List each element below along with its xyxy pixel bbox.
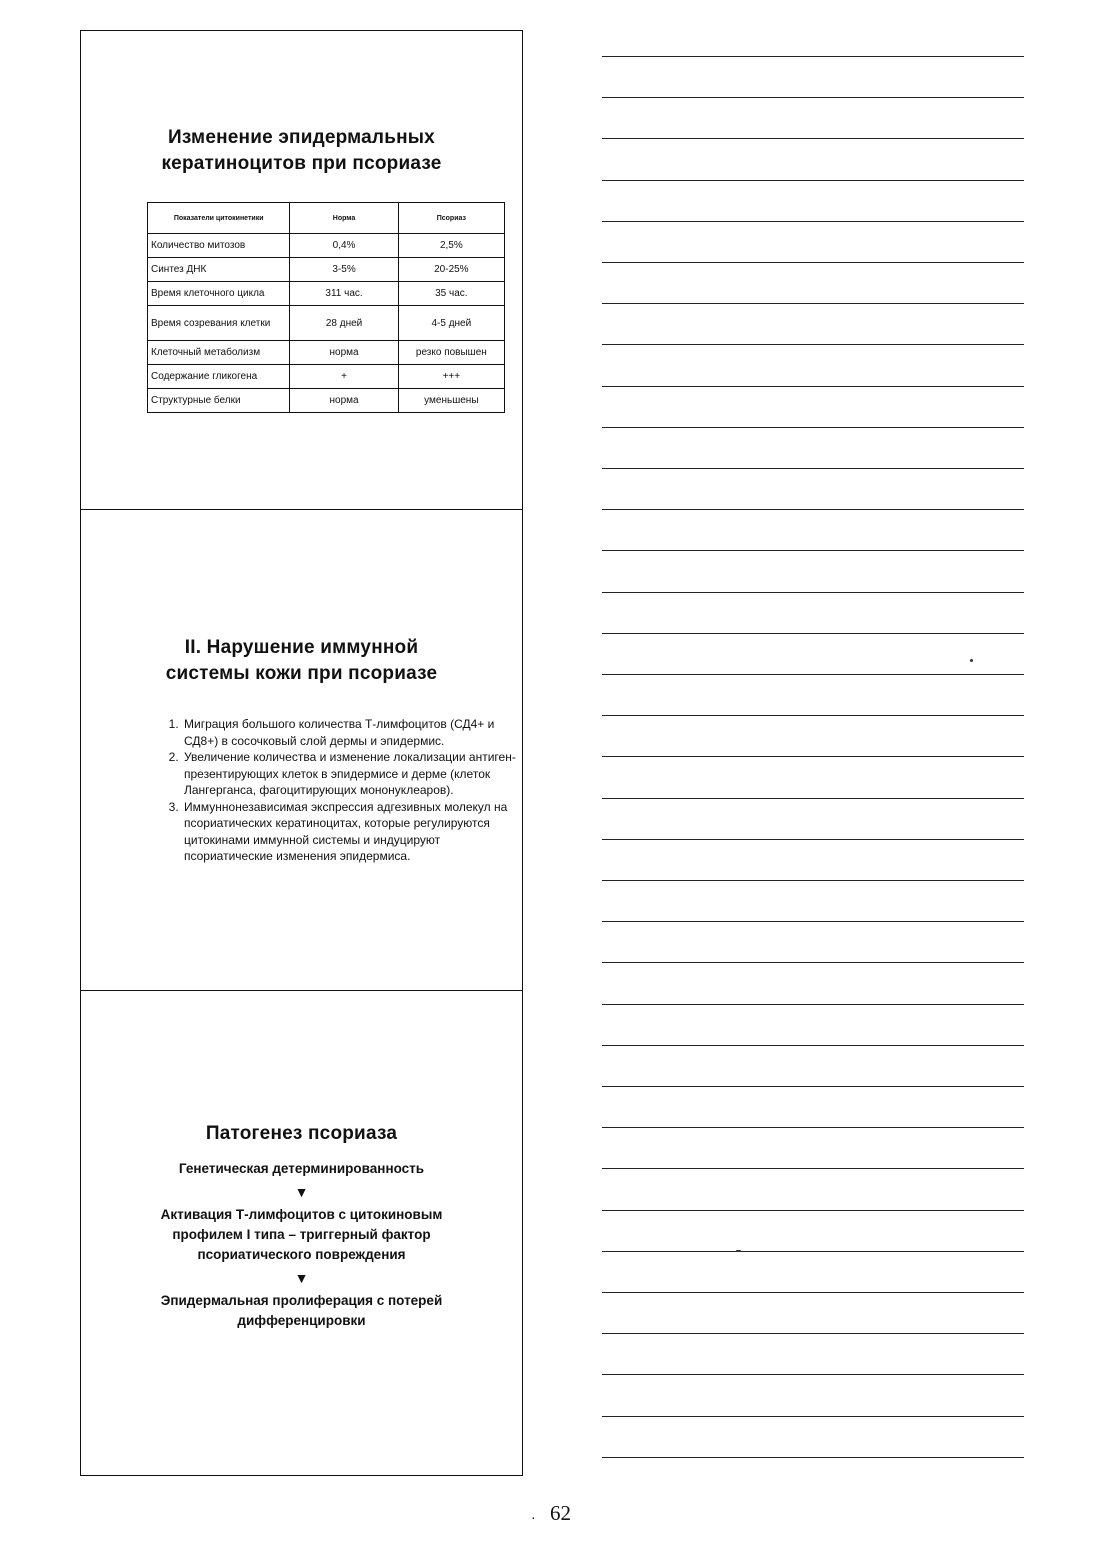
cytokinetics-table (147, 202, 505, 413)
flow-step-line: псориатического повреждения (197, 1247, 406, 1262)
table-cell: норма (290, 341, 398, 365)
table-cell: 311 час. (290, 282, 398, 306)
table-cell: Время клеточного цикла (148, 282, 290, 306)
note-line (602, 509, 1024, 510)
note-line (602, 1210, 1024, 1211)
table-cell: 20-25% (398, 258, 504, 282)
flow-step (81, 1291, 522, 1331)
slide3-title (81, 1121, 522, 1147)
slide1-title (81, 125, 522, 177)
list-item: 1. Миграция большого количества Т-лимфоцитов (СД4+ и СД8+) в сосочковый слой дермы и эпидермис. (182, 716, 522, 749)
table-cell: Синтез ДНК (148, 258, 290, 282)
note-line (602, 592, 1024, 593)
table-header: Псориаз (398, 203, 504, 234)
table-cell: 35 час. (398, 282, 504, 306)
note-line (602, 1457, 1024, 1458)
flow-step-line: Активация Т-лимфоцитов с цитокиновым (160, 1207, 443, 1222)
speck (970, 659, 973, 662)
table-cell: норма (290, 389, 398, 413)
table-cell: 4-5 дней (398, 306, 504, 341)
note-line (602, 56, 1024, 57)
flow-step-line: Генетическая детерминированность (178, 1161, 425, 1176)
down-arrow-icon: ▼ (294, 1270, 309, 1286)
table-cell: 28 дней (290, 306, 398, 341)
slide1-title-line: Изменение эпидермальных (168, 127, 435, 148)
note-line (602, 1333, 1024, 1334)
note-line (602, 138, 1024, 139)
flow-step-line: дифференцировки (237, 1313, 366, 1328)
table-row (148, 234, 505, 258)
slide-keratinocytes (81, 31, 522, 509)
table-cell: 3-5% (290, 258, 398, 282)
flow-step (81, 1205, 522, 1265)
note-line (602, 344, 1024, 345)
table-header: Показатели цитокинетики (148, 203, 290, 234)
note-line (602, 1416, 1024, 1417)
slide1-title-line: кератиноцитов при псориазе (161, 153, 442, 174)
note-line (602, 1086, 1024, 1087)
table-row (148, 389, 505, 413)
slide2-title (81, 635, 522, 687)
flow-step (81, 1159, 522, 1179)
note-line (602, 468, 1024, 469)
note-line (602, 880, 1024, 881)
note-line (602, 798, 1024, 799)
table-cell: 0,4% (290, 234, 398, 258)
table-cell: Структурные белки (148, 389, 290, 413)
speck (736, 1250, 741, 1252)
list-item: 2. Увеличение количества и изменение локализации антиген-презентирующих клеток в эпидермисе и дерме (клеток Лангерганса, фагоцитирующих мононуклеаров). (182, 749, 522, 799)
table-row (148, 282, 505, 306)
note-line (602, 839, 1024, 840)
flow-step-line: профилем I типа – триггерный фактор (172, 1227, 431, 1242)
immune-list (159, 716, 522, 865)
slides-column (80, 30, 523, 1476)
note-line (602, 221, 1024, 222)
note-line (602, 97, 1024, 98)
table-header: Норма (290, 203, 398, 234)
note-line (602, 674, 1024, 675)
note-line (602, 1168, 1024, 1169)
note-line (602, 427, 1024, 428)
list-item: 3. Иммуннонезависимая экспрессия адгезивных молекул на псориатических кератиноцитах, которые регулируются цитокинами иммунной системы и индуцируют псориатические изменения эпидермиса. (182, 799, 522, 865)
table-cell: уменьшены (398, 389, 504, 413)
slide3-title-line: Патогенез псориаза (205, 1123, 398, 1144)
note-line (602, 1374, 1024, 1375)
slide2-title-line: II. Нарушение иммунной (184, 637, 419, 658)
table-cell: 2,5% (398, 234, 504, 258)
note-line (602, 715, 1024, 716)
note-line (602, 180, 1024, 181)
table-cell: +++ (398, 365, 504, 389)
table-cell: Клеточный метаболизм (148, 341, 290, 365)
slide2-title-line: системы кожи при псориазе (165, 663, 438, 684)
note-line (602, 262, 1024, 263)
note-line (602, 633, 1024, 634)
note-line (602, 756, 1024, 757)
note-line (602, 550, 1024, 551)
note-line (602, 303, 1024, 304)
page-number: 62 (550, 1501, 571, 1525)
table-row (148, 341, 505, 365)
table-row (148, 365, 505, 389)
note-line (602, 1292, 1024, 1293)
table-cell: + (290, 365, 398, 389)
table-row (148, 258, 505, 282)
table-header-row (148, 203, 505, 234)
note-line (602, 1127, 1024, 1128)
slide-immune-system (81, 509, 522, 990)
table-cell: Время созревания клетки (148, 306, 290, 341)
table-cell: Количество митозов (148, 234, 290, 258)
flow-step-line: Эпидермальная пролиферация с потерей (160, 1293, 443, 1308)
slide-pathogenesis (81, 990, 522, 1476)
table-cell: резко повышен (398, 341, 504, 365)
note-line (602, 1045, 1024, 1046)
note-line (602, 1004, 1024, 1005)
table-row (148, 306, 505, 341)
note-line (602, 921, 1024, 922)
page-dot: · (531, 1509, 536, 1525)
table-cell: Содержание гликогена (148, 365, 290, 389)
down-arrow-icon: ▼ (294, 1184, 309, 1200)
note-line (602, 1251, 1024, 1252)
note-line (602, 962, 1024, 963)
pathogenesis-flow (81, 1159, 522, 1331)
note-line (602, 386, 1024, 387)
